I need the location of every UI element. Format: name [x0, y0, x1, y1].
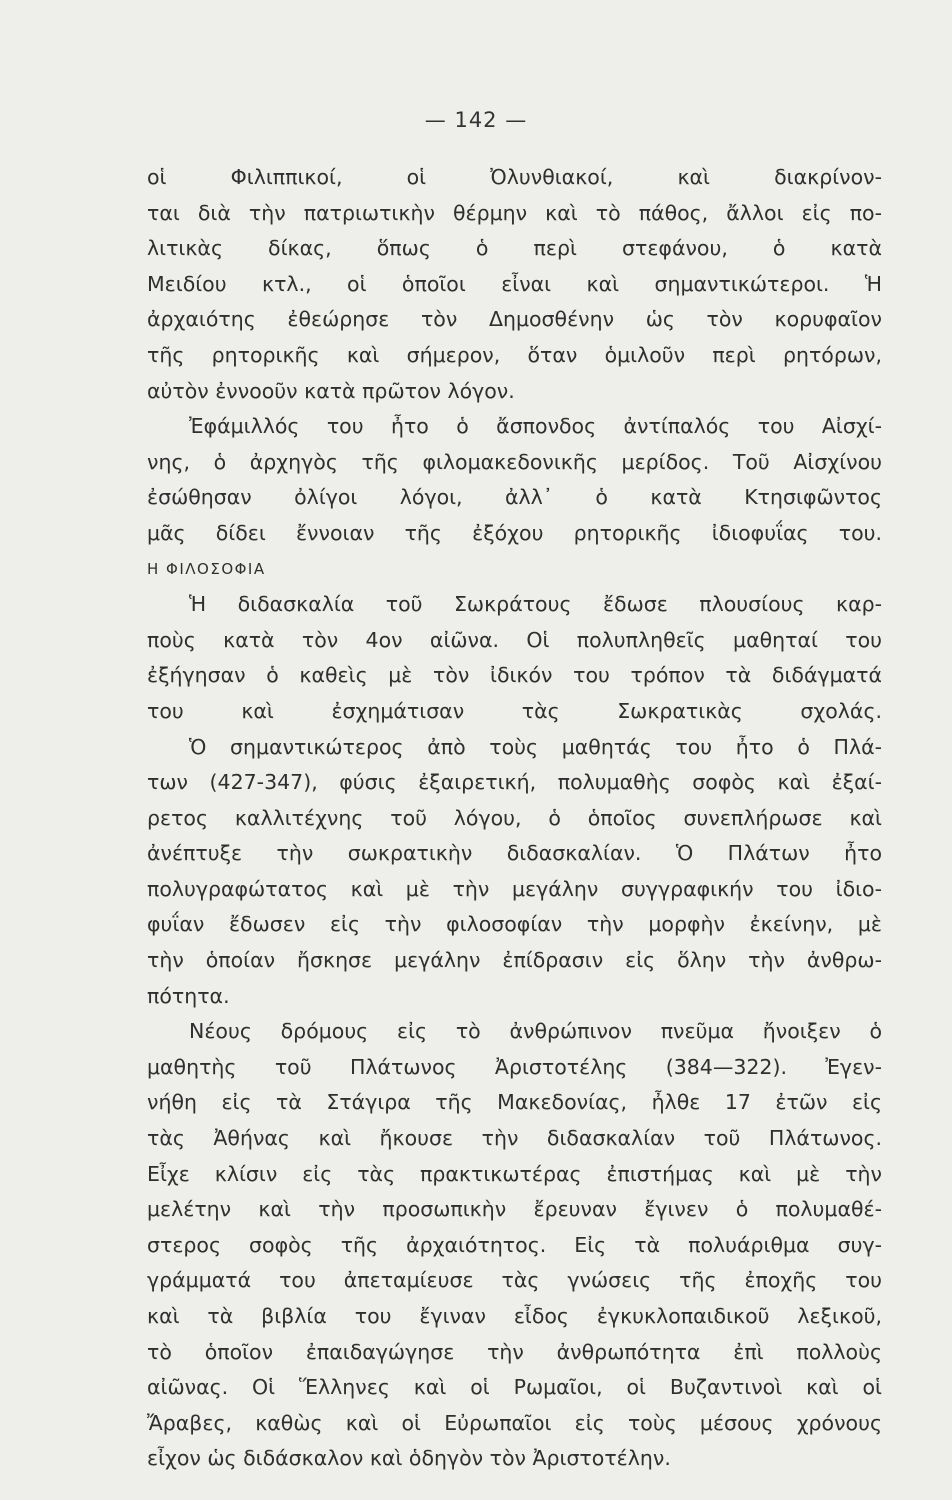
text-line: γράμματά του ἀπεταμίευσε τὰς γνώσεις τῆς ἐποχῆς του — [147, 1268, 882, 1293]
text-line: ται διὰ τὴν πατριωτικὴν θέρμην καὶ τὸ πάθος, ἄλλοι εἰς πο- — [147, 200, 882, 225]
page-number: — 142 — — [424, 108, 528, 132]
text-line: Μειδίου κτλ., οἱ ὁποῖοι εἶναι καὶ σημαντικώτεροι. Ἡ — [147, 271, 882, 296]
text-line: τῆς ρητορικῆς καὶ σήμερον, ὅταν ὁμιλοῦν περὶ ρητόρων, — [147, 342, 882, 367]
text-line: νήθη εἰς τὰ Στάγιρα τῆς Μακεδονίας, ἦλθε 17 ἐτῶν εἰς — [147, 1090, 882, 1115]
text-line: πολυγραφώτατος καὶ μὲ τὴν μεγάλην συγγραφικήν του ἰδιο- — [147, 876, 882, 901]
text-line: μαθητὴς τοῦ Πλάτωνος Ἀριστοτέλης (384—322). Ἐγεν- — [147, 1054, 882, 1079]
body-text — [147, 160, 882, 1477]
text-line: Ὁ σημαντικώτερος ἀπὸ τοὺς μαθητάς του ἦτο ὁ Πλά- — [189, 734, 882, 759]
text-line: καὶ τὰ βιβλία του ἔγιναν εἶδος ἐγκυκλοπαιδικοῦ λεξικοῦ, — [147, 1304, 882, 1328]
text-line: μᾶς δίδει ἔννοιαν τῆς ἐξόχου ρητορικῆς ἰδιοφυΐας του. — [147, 520, 882, 545]
text-line: ἀνέπτυξε τὴν σωκρατικὴν διδασκαλίαν. Ὁ Πλάτων ἦτο — [147, 841, 882, 866]
text-line: ρετος καλλιτέχνης τοῦ λόγου, ὁ ὁποῖος συνεπλήρωσε καὶ — [147, 805, 882, 830]
text-line: αὐτὸν ἐννοοῦν κατὰ πρῶτον λόγον. — [147, 378, 515, 403]
text-line: μελέτην καὶ τὴν προσωπικὴν ἔρευναν ἔγινεν ὁ πολυμαθέ- — [147, 1197, 882, 1222]
text-line: Ἄραβες, καθὼς καὶ οἱ Εὐρωπαῖοι εἰς τοὺς μέσους χρόνους — [147, 1410, 882, 1435]
text-line: στερος σοφὸς τῆς ἀρχαιότητος. Εἰς τὰ πολυάριθμα συγ- — [147, 1232, 882, 1257]
text-line: Εἶχε κλίσιν εἰς τὰς πρακτικωτέρας ἐπιστήμας καὶ μὲ τὴν — [147, 1161, 882, 1186]
text-line: τὴν ὁποίαν ἤσκησε μεγάλην ἐπίδρασιν εἰς ὅλην τὴν ἀνθρω- — [147, 948, 882, 973]
text-line: τὸ ὁποῖον ἐπαιδαγώγησε τὴν ἀνθρωπότητα ἐπὶ πολλοὺς — [147, 1339, 882, 1364]
text-line: αἰῶνας. Οἱ Ἕλληνες καὶ οἱ Ρωμαῖοι, οἱ Βυζαντινοὶ καὶ οἱ — [147, 1375, 882, 1400]
text-line: λιτικὰς δίκας, ὅπως ὁ περὶ στεφάνου, ὁ κατὰ — [147, 236, 882, 261]
text-line: του καὶ ἐσχημάτισαν τὰς Σωκρατικὰς σχολάς. — [147, 698, 882, 723]
text-line: εἶχον ὡς διδάσκαλον καὶ ὁδηγὸν τὸν Ἀριστοτέλην. — [147, 1446, 671, 1471]
text-line: οἱ Φιλιππικοί, οἱ Ὀλυνθιακοί, καὶ διακρίνον- — [147, 165, 882, 189]
text-line: ἀρχαιότης ἐθεώρησε τὸν Δημοσθένην ὡς τὸν κορυφαῖον — [147, 307, 882, 332]
text-line: τὰς Ἀθήνας καὶ ἤκουσε τὴν διδασκαλίαν τοῦ Πλάτωνος. — [147, 1126, 882, 1151]
text-line: νης, ὁ ἀρχηγὸς τῆς φιλομακεδονικῆς μερίδος. Τοῦ Αἰσχίνου — [147, 449, 882, 474]
text-line: ποὺς κατὰ τὸν 4ον αἰῶνα. Οἱ πολυπληθεῖς μαθηταί του — [147, 627, 882, 652]
text-line: Νέους δρόμους εἰς τὸ ἀνθρώπινον πνεῦμα ἤνοιξεν ὁ — [189, 1019, 882, 1044]
text-line: ἐξήγησαν ὁ καθεὶς μὲ τὸν ἰδικόν του τρόπον τὰ διδάγματά — [147, 663, 882, 688]
text-line: ἐσώθησαν ὀλίγοι λόγοι, ἀλλ᾽ ὁ κατὰ Κτησιφῶντος — [147, 485, 882, 510]
text-line: Ἐφάμιλλός του ἦτο ὁ ἄσπονδος ἀντίπαλός του Αἰσχί- — [189, 414, 882, 439]
text-line: Ἡ διδασκαλία τοῦ Σωκράτους ἔδωσε πλουσίους καρ- — [189, 592, 882, 617]
text-line: φυΐαν ἔδωσεν εἰς τὴν φιλοσοφίαν τὴν μορφὴν ἐκείνην, μὲ — [147, 912, 882, 937]
text-line: των (427-347), φύσις ἐξαιρετική, πολυμαθὴς σοφὸς καὶ ἐξαί- — [147, 770, 882, 795]
text-line: πότητα. — [147, 983, 230, 1008]
section-heading: Η ΦΙΛΟΣΟΦΙΑ — [147, 559, 266, 578]
